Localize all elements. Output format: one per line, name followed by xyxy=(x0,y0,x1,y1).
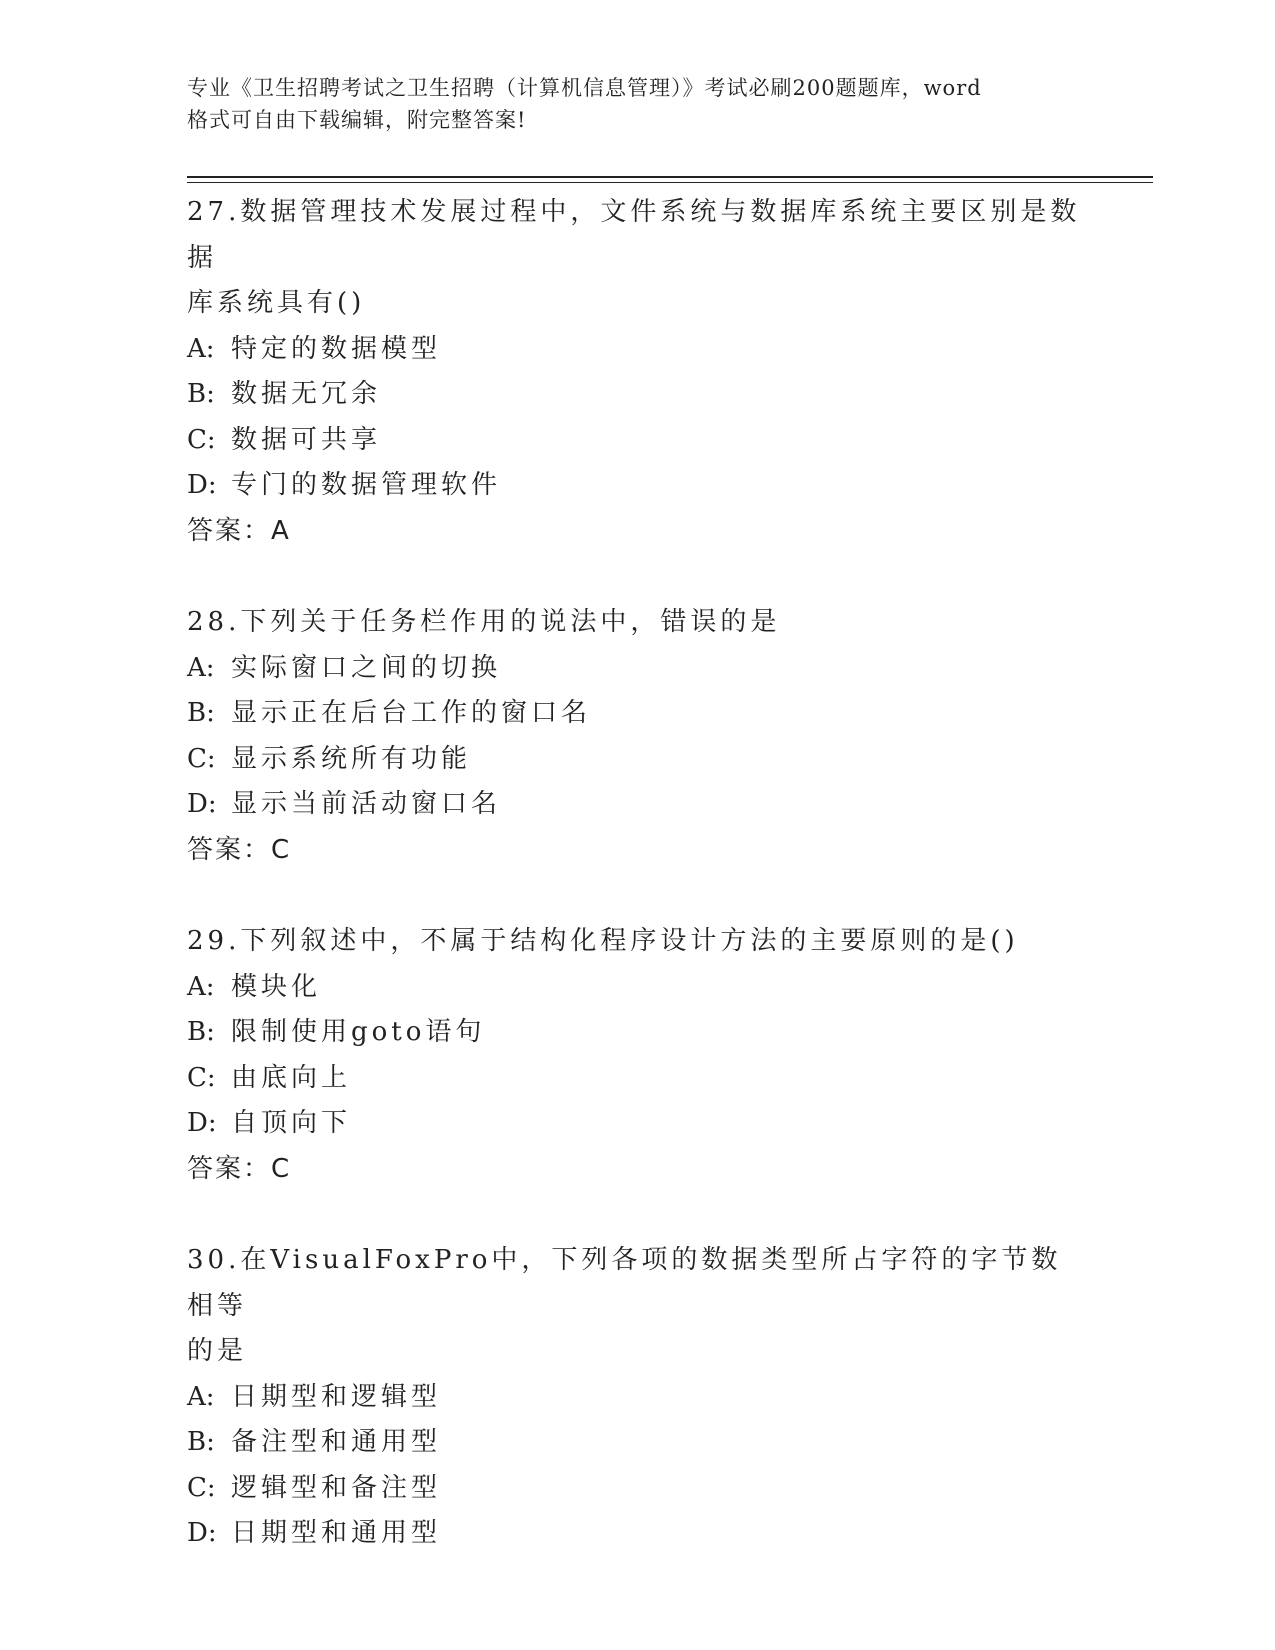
option-text: 日期型和逻辑型 xyxy=(231,1381,442,1412)
option-text: 数据无冗余 xyxy=(231,379,382,409)
question-27 xyxy=(187,190,1087,554)
option-letter: C: xyxy=(187,424,216,455)
option-text: 自顶向下 xyxy=(231,1108,352,1138)
option-d xyxy=(187,1101,1087,1147)
option-text: 由底向上 xyxy=(231,1062,352,1093)
option-letter: A: xyxy=(187,971,215,1002)
option-a xyxy=(187,327,1087,373)
option-text: 显示系统所有功能 xyxy=(231,743,472,774)
option-letter: A: xyxy=(187,333,215,364)
option-text: 显示当前活动窗口名 xyxy=(231,789,502,819)
option-c xyxy=(187,418,1087,464)
option-text: 模块化 xyxy=(231,971,322,1002)
option-c xyxy=(187,1056,1087,1102)
option-b xyxy=(187,1010,1087,1056)
header-divider-thick xyxy=(187,176,1153,178)
option-a xyxy=(187,1375,1087,1421)
option-text: 逻辑型和备注型 xyxy=(231,1472,442,1503)
option-a xyxy=(187,965,1087,1011)
question-list xyxy=(187,190,1087,1603)
question-text: 29.下列叙述中，不属于结构化程序设计方法的主要原则的是() xyxy=(187,926,1019,956)
option-letter: D: xyxy=(187,789,217,819)
question-text-continued: 库系统具有() xyxy=(187,288,366,318)
answer-line xyxy=(187,828,1087,874)
answer-label: 答案： xyxy=(187,515,272,546)
answer-value: C xyxy=(271,1153,292,1184)
answer-label: 答案： xyxy=(187,1153,272,1184)
option-letter: B: xyxy=(187,379,215,409)
option-text: 备注型和通用型 xyxy=(231,1427,442,1457)
option-a xyxy=(187,646,1087,692)
header-line-2: 格式可自由下载编辑，附完整答案! xyxy=(187,108,527,132)
option-letter: C: xyxy=(187,1472,216,1503)
option-text: 特定的数据模型 xyxy=(231,333,442,364)
option-c xyxy=(187,737,1087,783)
option-text: 日期型和通用型 xyxy=(231,1518,442,1548)
question-29 xyxy=(187,919,1087,1192)
option-letter: A: xyxy=(187,652,215,683)
option-letter: B: xyxy=(187,1427,215,1457)
option-letter: D: xyxy=(187,1518,217,1548)
header-line-1: 专业《卫生招聘考试之卫生招聘（计算机信息管理）》考试必刷200题题库，word xyxy=(187,76,982,100)
option-letter: C: xyxy=(187,1062,216,1093)
question-28 xyxy=(187,600,1087,873)
document-header xyxy=(187,72,1087,136)
option-b xyxy=(187,691,1087,737)
question-text: 28.下列关于任务栏作用的说法中，错误的是 xyxy=(187,607,781,637)
option-letter: D: xyxy=(187,1108,217,1138)
question-text: 30.在VisualFoxPro中，下列各项的数据类型所占字符的字节数相等 xyxy=(187,1245,1062,1321)
option-letter: B: xyxy=(187,698,215,728)
option-b xyxy=(187,1420,1087,1466)
option-d xyxy=(187,782,1087,828)
question-text: 27.数据管理技术发展过程中，文件系统与数据库系统主要区别是数据 xyxy=(187,197,1081,273)
option-text: 限制使用goto语句 xyxy=(231,1017,486,1047)
question-30 xyxy=(187,1238,1087,1557)
answer-line xyxy=(187,509,1087,555)
option-d xyxy=(187,463,1087,509)
answer-line xyxy=(187,1147,1087,1193)
header-divider-thin xyxy=(187,182,1153,183)
option-d xyxy=(187,1511,1087,1557)
answer-value: A xyxy=(271,515,291,546)
option-text: 实际窗口之间的切换 xyxy=(231,652,502,683)
answer-label: 答案： xyxy=(187,834,272,865)
option-letter: A: xyxy=(187,1381,215,1412)
option-letter: C: xyxy=(187,743,216,774)
option-text: 数据可共享 xyxy=(231,424,382,455)
option-letter: D: xyxy=(187,470,217,500)
option-letter: B: xyxy=(187,1017,215,1047)
option-c xyxy=(187,1466,1087,1512)
option-text: 显示正在后台工作的窗口名 xyxy=(231,698,592,728)
option-text: 专门的数据管理软件 xyxy=(231,470,502,500)
option-b xyxy=(187,372,1087,418)
answer-value: C xyxy=(271,834,292,865)
question-text-continued: 的是 xyxy=(187,1336,248,1366)
